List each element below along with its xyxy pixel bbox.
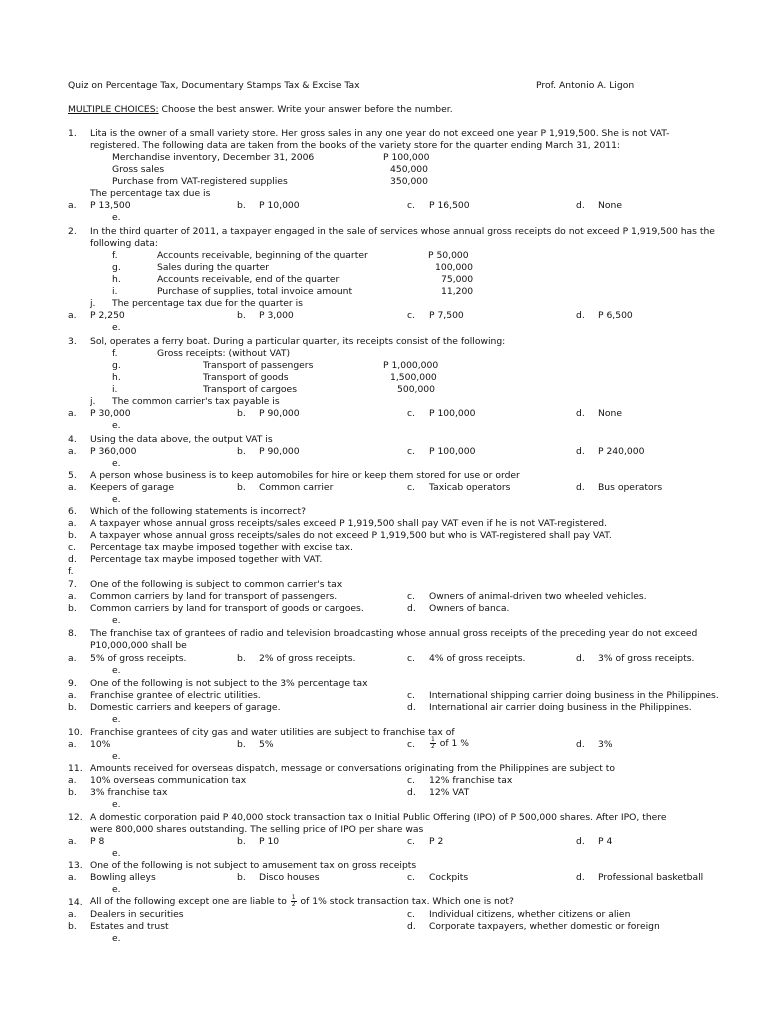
- option-text: P 13,500: [90, 200, 131, 211]
- option-letter: d.: [576, 200, 585, 211]
- half-fraction: [291, 895, 297, 908]
- option-text: P 7,500: [429, 310, 464, 321]
- option-text: Domestic carriers and keepers of garage.: [90, 702, 281, 713]
- option-letter: b.: [68, 530, 77, 541]
- fraction-numerator: 1: [431, 736, 435, 743]
- option-e: e.: [112, 714, 121, 725]
- option-letter: b.: [237, 446, 246, 457]
- q3-stem-letter: j.: [90, 396, 96, 407]
- option-text: Estates and trust: [90, 921, 169, 932]
- option-letter: d.: [576, 739, 585, 750]
- option-letter: a.: [68, 408, 77, 419]
- option-text: Dealers in securities: [90, 909, 184, 920]
- option-text: P 10,000: [259, 200, 300, 211]
- option-text: [429, 737, 469, 750]
- option-letter: a.: [68, 872, 77, 883]
- option-text: P 2: [429, 836, 444, 847]
- option-letter: a.: [68, 690, 77, 701]
- option-text: Disco houses: [259, 872, 320, 883]
- option-text: Cockpits: [429, 872, 469, 883]
- q13-number: 13.: [68, 860, 83, 871]
- professor-name: Prof. Antonio A. Ligon: [536, 80, 635, 91]
- q8-text-1: The franchise tax of grantees of radio and television broadcasting whose annual gross receipts of the preceding year do not exceed: [90, 628, 698, 639]
- option-text: Professional basketball: [598, 872, 704, 883]
- option-text: 3% of gross receipts.: [598, 653, 695, 664]
- option-text: 3% franchise tax: [90, 787, 168, 798]
- q3-row-amount: P 1,000,000: [383, 360, 439, 371]
- option-letter: d.: [407, 787, 416, 798]
- option-letter: a.: [68, 591, 77, 602]
- option-text: 2% of gross receipts.: [259, 653, 356, 664]
- option-letter: d.: [407, 921, 416, 932]
- option-text: Common carrier: [259, 482, 334, 493]
- option-text: None: [598, 408, 622, 419]
- option-letter: d.: [576, 310, 585, 321]
- option-e: e.: [112, 212, 121, 223]
- q3-row-label: Transport of cargoes: [203, 384, 297, 395]
- q3-stem: The common carrier's tax payable is: [112, 396, 280, 407]
- q1-row-label: Purchase from VAT-registered supplies: [112, 176, 288, 187]
- option-text: Franchise grantee of electric utilities.: [90, 690, 261, 701]
- option-letter: a.: [68, 653, 77, 664]
- option-letter: d.: [576, 872, 585, 883]
- option-text: Percentage tax maybe imposed together with excise tax.: [90, 542, 353, 553]
- option-letter: d.: [576, 482, 585, 493]
- q7-number: 7.: [68, 579, 77, 590]
- q5-number: 5.: [68, 470, 77, 481]
- option-text: Common carriers by land for transport of passengers.: [90, 591, 338, 602]
- q4-number: 4.: [68, 434, 77, 445]
- q3-row-letter: f.: [112, 348, 118, 359]
- option-e: e.: [112, 884, 121, 895]
- option-letter: a.: [68, 518, 77, 529]
- q3-row-label: Transport of passengers: [203, 360, 314, 371]
- option-letter: b.: [237, 408, 246, 419]
- q12-text-1: A domestic corporation paid P 40,000 stock transaction tax o Initial Public Offering (IPO) of P 500,000 shares. After IPO, there: [90, 812, 667, 823]
- option-text: 10%: [90, 739, 111, 750]
- option-letter: b.: [237, 200, 246, 211]
- option-text: Bowling alleys: [90, 872, 156, 883]
- option-letter: c.: [407, 446, 415, 457]
- option-text: Keepers of garage: [90, 482, 174, 493]
- option-letter: c.: [407, 775, 415, 786]
- option-text: P 6,500: [598, 310, 633, 321]
- q2-row-label: Accounts receivable, end of the quarter: [157, 274, 340, 285]
- option-text: P 360,000: [90, 446, 137, 457]
- option-letter: b.: [237, 836, 246, 847]
- q3-row-letter: i.: [112, 384, 118, 395]
- option-e: e.: [112, 665, 121, 676]
- option-text: 12% franchise tax: [429, 775, 513, 786]
- q2-row-letter: i.: [112, 286, 118, 297]
- q1-row-label: Merchandise inventory, December 31, 2006: [112, 152, 315, 163]
- q6-number: 6.: [68, 506, 77, 517]
- option-letter: b.: [237, 653, 246, 664]
- option-text: P 90,000: [259, 408, 300, 419]
- option-e: e.: [112, 848, 121, 859]
- option-letter: c.: [407, 836, 415, 847]
- option-letter: d.: [68, 554, 77, 565]
- q12-text-2: were 800,000 shares outstanding. The selling price of IPO per share was: [90, 824, 424, 835]
- option-letter: d.: [576, 836, 585, 847]
- option-e: e.: [112, 322, 121, 333]
- q2-text-2: following data:: [90, 238, 159, 249]
- option-e: e.: [112, 615, 121, 626]
- option-letter: d.: [576, 408, 585, 419]
- q2-number: 2.: [68, 226, 77, 237]
- q1-number: 1.: [68, 128, 77, 139]
- option-letter: c.: [407, 909, 415, 920]
- option-e: e.: [112, 799, 121, 810]
- option-text: P 90,000: [259, 446, 300, 457]
- q2-text-1: In the third quarter of 2011, a taxpayer engaged in the sale of services whose annual gross receipts do not exceed P 1,919,500 has the: [90, 226, 715, 237]
- q6-text-1: Which of the following statements is incorrect?: [90, 506, 306, 517]
- option-letter: a.: [68, 200, 77, 211]
- q3-row-amount: 500,000: [397, 384, 435, 395]
- q14-text-1: [90, 895, 514, 908]
- fraction-numerator: 1: [291, 894, 296, 901]
- q2-row-letter: f.: [112, 250, 118, 261]
- q2-row-amount: 11,200: [441, 286, 474, 297]
- option-text: 5% of gross receipts.: [90, 653, 187, 664]
- option-text: Common carriers by land for transport of goods or cargoes.: [90, 603, 364, 614]
- option-letter: a.: [68, 446, 77, 457]
- q3-text-1: Sol, operates a ferry boat. During a particular quarter, its receipts consist of the following:: [90, 336, 506, 347]
- option-letter: a.: [68, 482, 77, 493]
- fraction-denominator: 2: [291, 901, 296, 908]
- q4-text-1: Using the data above, the output VAT is: [90, 434, 273, 445]
- instructions: [68, 104, 453, 115]
- option-text: P 240,000: [598, 446, 645, 457]
- option-text: None: [598, 200, 622, 211]
- q3-row-amount: 1,500,000: [390, 372, 437, 383]
- q9-text-1: One of the following is not subject to the 3% percentage tax: [90, 678, 368, 689]
- instructions-label: MULTIPLE CHOICES:: [68, 104, 159, 115]
- option-letter: b.: [68, 702, 77, 713]
- option-text: P 30,000: [90, 408, 131, 419]
- q1-row-amount: P 100,000: [383, 152, 430, 163]
- q12-number: 12.: [68, 812, 83, 823]
- option-text: A taxpayer whose annual gross receipts/sales exceed P 1,919,500 shall pay VAT even if he is not VAT-registered.: [90, 518, 607, 529]
- q3-row-label: Transport of goods: [203, 372, 289, 383]
- option-text: Owners of animal-driven two wheeled vehicles.: [429, 591, 647, 602]
- option-text: P 2,250: [90, 310, 125, 321]
- option-e: e.: [112, 420, 121, 431]
- option-letter: b.: [68, 921, 77, 932]
- q3-row-letter: g.: [112, 360, 121, 371]
- option-letter: a.: [68, 310, 77, 321]
- option-text-rest: of 1 %: [439, 738, 470, 749]
- q1-text-2: registered. The following data are taken from the books of the variety store for the quarter ending March 31, 2011:: [90, 140, 621, 151]
- q1-text-1: Lita is the owner of a small variety store. Her gross sales in any one year do not exceed one year P 1,919,500. She is not VAT-: [90, 128, 670, 139]
- q3-row-label: Gross receipts: (without VAT): [157, 348, 291, 359]
- option-text: P 8: [90, 836, 105, 847]
- q8-text-2: P10,000,000 shall be: [90, 640, 187, 651]
- option-letter: d.: [576, 653, 585, 664]
- option-letter: c.: [407, 591, 415, 602]
- option-letter: c.: [407, 653, 415, 664]
- quiz-title: Quiz on Percentage Tax, Documentary Stamps Tax & Excise Tax: [68, 80, 360, 91]
- option-e: e.: [112, 458, 121, 469]
- q2-row-amount: 75,000: [441, 274, 474, 285]
- option-letter: b.: [237, 482, 246, 493]
- option-text: P 10: [259, 836, 280, 847]
- option-text: P 16,500: [429, 200, 470, 211]
- option-text: Corporate taxpayers, whether domestic or foreign: [429, 921, 660, 932]
- option-text: Owners of banca.: [429, 603, 510, 614]
- option-text: 4% of gross receipts.: [429, 653, 526, 664]
- option-letter: c.: [407, 200, 415, 211]
- q2-row-label: Sales during the quarter: [157, 262, 270, 273]
- option-text: Bus operators: [598, 482, 663, 493]
- option-e: e.: [112, 494, 121, 505]
- q14-number: 14.: [68, 897, 83, 908]
- option-text: P 4: [598, 836, 613, 847]
- q9-number: 9.: [68, 678, 77, 689]
- option-text: Individual citizens, whether citizens or alien: [429, 909, 631, 920]
- option-text: 5%: [259, 739, 274, 750]
- q3-row-letter: h.: [112, 372, 121, 383]
- option-letter: d.: [407, 702, 416, 713]
- option-letter: a.: [68, 739, 77, 750]
- q1-row-amount: 450,000: [390, 164, 428, 175]
- option-letter: a.: [68, 836, 77, 847]
- q3-number: 3.: [68, 336, 77, 347]
- q2-row-label: Purchase of supplies, total invoice amount: [157, 286, 353, 297]
- instructions-text: Choose the best answer. Write your answer before the number.: [161, 104, 453, 115]
- q10-number: 10.: [68, 727, 83, 738]
- option-letter: b.: [237, 310, 246, 321]
- option-text: P 3,000: [259, 310, 294, 321]
- option-e: e.: [112, 933, 121, 944]
- q13-text-1: One of the following is not subject to amusement tax on gross receipts: [90, 860, 417, 871]
- q2-row-letter: h.: [112, 274, 121, 285]
- option-letter: d.: [407, 603, 416, 614]
- option-letter: a.: [68, 775, 77, 786]
- option-text: 3%: [598, 739, 613, 750]
- q2-row-label: Accounts receivable, beginning of the quarter: [157, 250, 368, 261]
- q14-text-post: of 1% stock transaction tax. Which one is not?: [300, 896, 514, 907]
- option-letter: c.: [407, 739, 415, 750]
- option-text: Taxicab operators: [429, 482, 511, 493]
- option-text: 12% VAT: [429, 787, 470, 798]
- option-letter: c.: [407, 872, 415, 883]
- option-text: International shipping carrier doing business in the Philippines.: [429, 690, 719, 701]
- option-text: P 100,000: [429, 446, 476, 457]
- option-text: International air carrier doing business in the Philippines.: [429, 702, 692, 713]
- option-letter: d.: [576, 446, 585, 457]
- option-text: Percentage tax maybe imposed together with VAT.: [90, 554, 323, 565]
- option-letter: c.: [68, 542, 76, 553]
- q2-row-letter: g.: [112, 262, 121, 273]
- q5-text-1: A person whose business is to keep automobiles for hire or keep them stored for use or order: [90, 470, 520, 481]
- half-fraction: [430, 737, 436, 750]
- option-letter: b.: [237, 872, 246, 883]
- q1-row-amount: 350,000: [390, 176, 428, 187]
- option-letter: c.: [407, 690, 415, 701]
- q8-number: 8.: [68, 628, 77, 639]
- q1-stem: The percentage tax due is: [90, 188, 211, 199]
- q11-text-1: Amounts received for overseas dispatch, message or conversations originating from the Philippines are subject to: [90, 763, 615, 774]
- q7-text-1: One of the following is subject to common carrier's tax: [90, 579, 343, 590]
- option-letter: c.: [407, 482, 415, 493]
- option-text: A taxpayer whose annual gross receipts/sales do not exceed P 1,919,500 but who is VAT-registered shall pay VAT.: [90, 530, 612, 541]
- q2-row-amount: 100,000: [435, 262, 473, 273]
- q2-stem: The percentage tax due for the quarter is: [112, 298, 303, 309]
- option-letter: b.: [237, 739, 246, 750]
- option-letter: c.: [407, 408, 415, 419]
- q2-row-amount: P 50,000: [428, 250, 469, 261]
- q11-number: 11.: [68, 763, 83, 774]
- q10-text-1: Franchise grantees of city gas and water utilities are subject to franchise tax of: [90, 727, 455, 738]
- q14-text-pre: All of the following except one are liable to: [90, 896, 287, 907]
- option-letter: a.: [68, 909, 77, 920]
- option-letter: f.: [68, 566, 74, 577]
- q1-row-label: Gross sales: [112, 164, 165, 175]
- fraction-denominator: 2: [431, 743, 435, 750]
- option-letter: b.: [68, 787, 77, 798]
- option-letter: b.: [68, 603, 77, 614]
- q2-stem-letter: j.: [90, 298, 96, 309]
- option-text: 10% overseas communication tax: [90, 775, 247, 786]
- option-e: e.: [112, 751, 121, 762]
- option-letter: c.: [407, 310, 415, 321]
- option-text: P 100,000: [429, 408, 476, 419]
